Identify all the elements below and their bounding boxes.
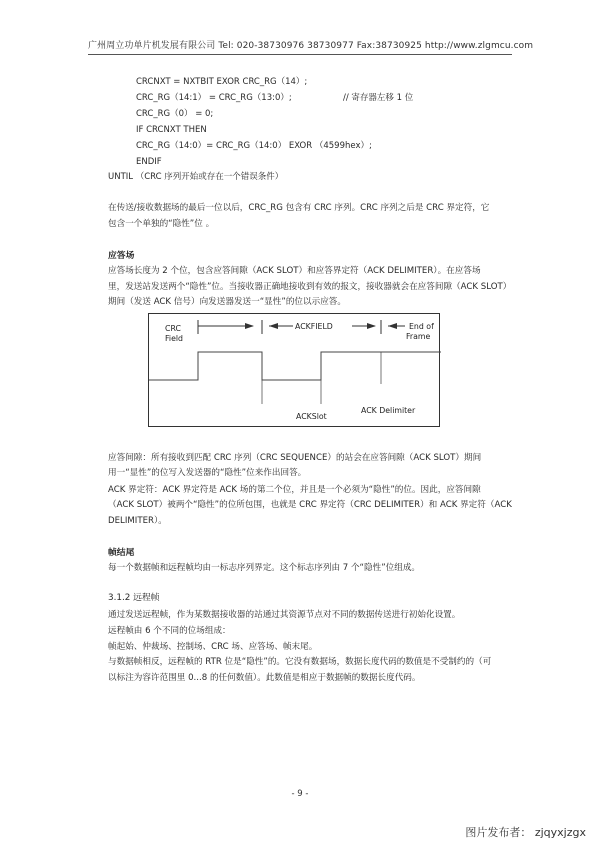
ack-para-line-3: 期间（发送 ACK 信号）向发送器发送一“显性”的位以示应答。 xyxy=(108,297,346,307)
crc-field-label-2: Field xyxy=(165,334,183,343)
code-comment: // 寄存器左移 1 位 xyxy=(343,93,414,103)
arrow-head-1 xyxy=(245,323,254,329)
ack-delim-line-2: （ACK SLOT）被两个“隐性”的位所包围，也就是 CRC 界定符（CRC DELIMITER）和 ACK 界定符（ACK xyxy=(108,500,512,510)
code-line-6: ENDIF xyxy=(136,157,162,167)
para1-line-2: 包含一个单独的“隐性”位 。 xyxy=(108,219,215,229)
ack-slot-line-1: 应答间隙：所有接收到匹配 CRC 序列（CRC SEQUENCE）的站会在应答间隙（ACK SLOT）期间 xyxy=(108,453,482,463)
end-of-frame-label-1: End of xyxy=(409,322,434,331)
ack-field-heading: 应答场 xyxy=(108,251,135,261)
end-of-frame-heading: 帧结尾 xyxy=(108,548,135,558)
section-heading-remote-frame: 3.1.2 远程帧 xyxy=(108,593,160,603)
ack-para-line-1: 应答场长度为 2 个位，包含应答间隙（ACK SLOT）和应答界定符（ACK DELIMITER）。在应答场 xyxy=(108,266,481,276)
signal-waveform xyxy=(149,352,441,380)
ack-delim-line-3: DELIMITER）。 xyxy=(108,516,167,526)
remote-line-3: 帧起始、仲裁场、控制场、CRC 场、应答场、帧末尾。 xyxy=(108,642,318,652)
ack-para-line-2: 里，发送站发送两个“隐性”位。当接收器正确地接收到有效的报文，接收器就会在应答间隙（ACK SLOT） xyxy=(108,282,512,292)
code-line-3: CRC_RG（0） = 0; xyxy=(136,109,214,119)
code-line-4: IF CRCNXT THEN xyxy=(136,125,207,135)
remote-line-2: 远程帧由 6 个不同的位场组成： xyxy=(108,626,231,636)
end-of-frame-paragraph: 每一个数据帧和远程帧均由一标志序列界定。这个标志序列由 7 个“隐性”位组成。 xyxy=(108,563,421,573)
code-line-5: CRC_RG（14:0）= CRC_RG（14:0） EXOR （4599hex）; xyxy=(136,141,372,151)
code-line-2: CRC_RG（14:1） = CRC_RG（13:0）; xyxy=(136,93,292,103)
remote-line-5: 以标注为容许范围里 0...8 的任何数值）。此数值是相应于数据帧的数据长度代码。 xyxy=(108,673,421,683)
header-text: 广州周立功单片机发展有限公司 Tel: 020-38730976 38730977 Fax:38730925 http://www.zlgmcu.com xyxy=(88,41,534,51)
ack-delimiter-label: ACK Delimiter xyxy=(361,406,416,415)
ack-delim-line-1: ACK 界定符：ACK 界定符是 ACK 场的第二个位，并且是一个必须为“隐性”的位。因此，应答间隙 xyxy=(108,485,481,495)
para1-line-1: 在传送/接收数据场的最后一位以后，CRC_RG 包含有 CRC 序列。CRC 序列之后是 CRC 界定符，它 xyxy=(108,203,490,213)
code-line-1: CRCNXT = NXTBIT EXOR CRC_RG（14）; xyxy=(136,77,308,87)
crc-field-label-1: CRC xyxy=(165,324,181,333)
end-of-frame-label-2: Frame xyxy=(406,332,431,341)
arrow-head-3 xyxy=(367,323,376,329)
ack-slot-line-2: 用一“显性”的位写入发送器的“隐性”位来作出回答。 xyxy=(108,468,307,478)
until-line: UNTIL （CRC 序列开始或存在一个错误条件） xyxy=(108,172,284,182)
ack-field-label: ACKFIELD xyxy=(295,322,333,331)
publisher-watermark: 图片发布者： zjqyxjzgx xyxy=(465,826,586,839)
header-rule xyxy=(88,54,512,55)
remote-line-1: 通过发送远程帧，作为某数据接收器的站通过其资源节点对不同的数据传送进行初始化设置。 xyxy=(108,610,461,620)
remote-line-4: 与数据帧相反，远程帧的 RTR 位是“隐性”的。它没有数据场，数据长度代码的数值是不受制约的（可 xyxy=(108,657,492,667)
ack-field-diagram xyxy=(148,313,440,427)
page-number: - 9 - xyxy=(291,789,309,799)
ack-slot-label: ACKSlot xyxy=(296,412,327,421)
